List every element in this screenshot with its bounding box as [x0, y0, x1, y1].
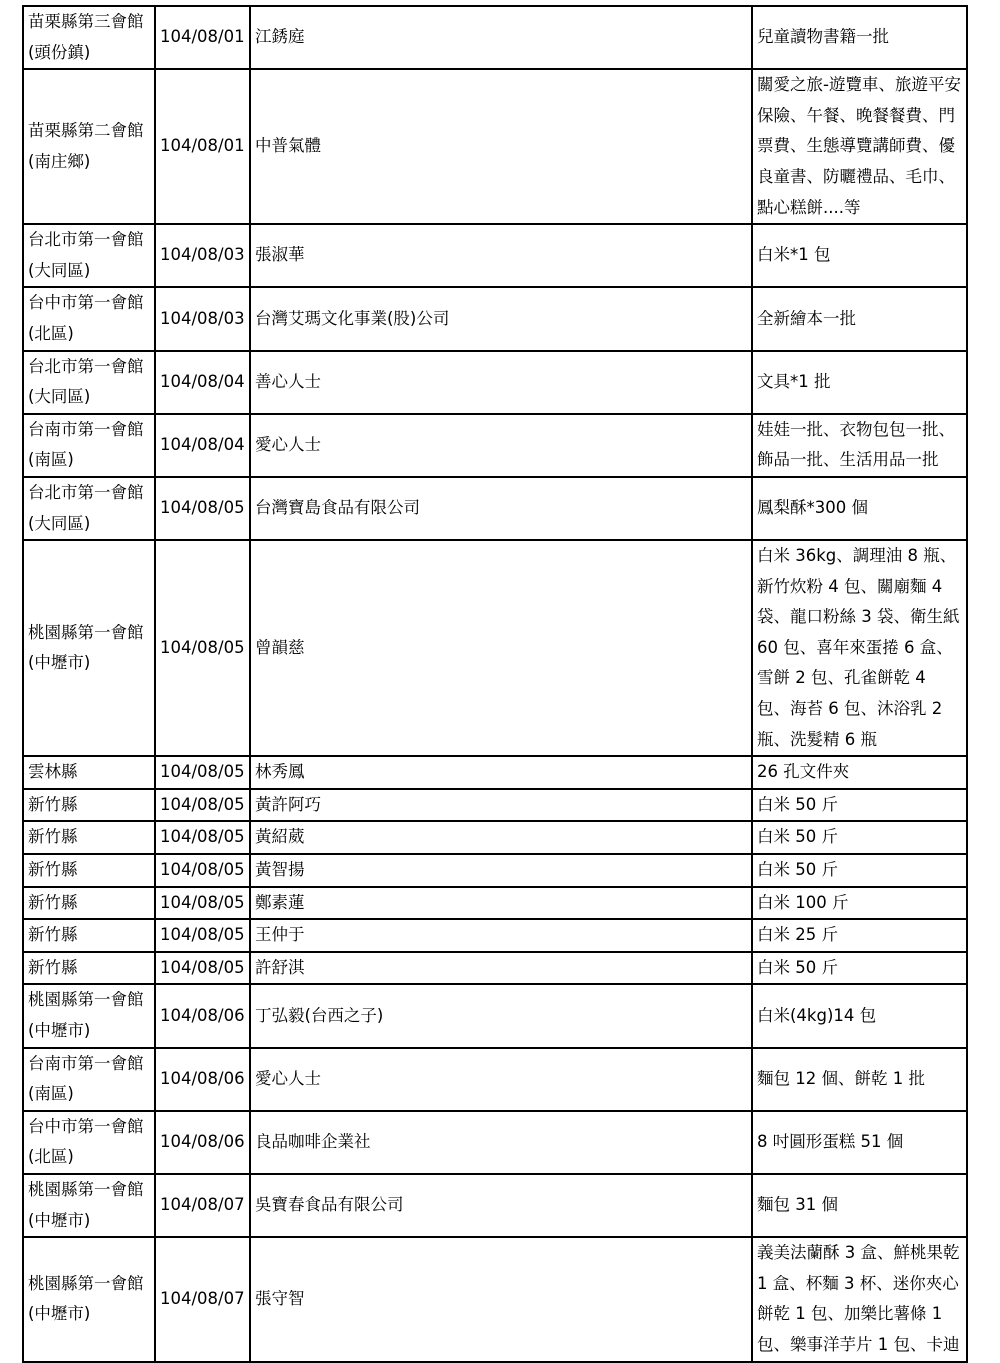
unit-cell: 苗栗縣第二會館 (南庄鄉) [23, 69, 155, 224]
table-row [23, 287, 967, 350]
table-row [23, 1111, 967, 1174]
unit-cell: 桃園縣第一會館 (中壢市) [23, 1237, 155, 1361]
date-cell: 104/08/05 [155, 854, 250, 887]
table-row [23, 351, 967, 414]
date-cell: 104/08/05 [155, 887, 250, 920]
item-cell: 娃娃一批、衣物包包一批、飾品一批、生活用品一批 [752, 414, 967, 477]
table-row [23, 6, 967, 69]
table-row [23, 919, 967, 952]
date-cell: 104/08/07 [155, 1174, 250, 1237]
item-cell: 白米(4kg)14 包 [752, 984, 967, 1047]
date-cell: 104/08/06 [155, 984, 250, 1047]
item-cell: 白米 50 斤 [752, 789, 967, 822]
table-row [23, 1174, 967, 1237]
unit-cell: 台南市第一會館 (南區) [23, 1048, 155, 1111]
item-cell: 兒童讀物書籍一批 [752, 6, 967, 69]
table-row [23, 540, 967, 756]
date-cell: 104/08/05 [155, 789, 250, 822]
donor-cell: 鄭素蓮 [250, 887, 752, 920]
donor-cell: 張淑華 [250, 224, 752, 287]
donation-table [22, 5, 968, 1363]
table-row [23, 887, 967, 920]
donor-cell: 愛心人士 [250, 1048, 752, 1111]
donor-cell: 吳寶春食品有限公司 [250, 1174, 752, 1237]
item-cell: 白米 36kg、調理油 8 瓶、新竹炊粉 4 包、關廟麵 4 袋、龍口粉絲 3 袋、衛生紙 60 包、喜年來蛋捲 6 盒、雪餅 2 包、孔雀餅乾 4 包、海苔 6 包、沐浴乳 2 瓶、洗髮精 6 瓶 [752, 540, 967, 756]
unit-cell: 台中市第一會館 (北區) [23, 287, 155, 350]
unit-cell: 新竹縣 [23, 919, 155, 952]
donor-cell: 林秀鳳 [250, 756, 752, 789]
unit-cell: 新竹縣 [23, 821, 155, 854]
table-row [23, 414, 967, 477]
date-cell: 104/08/04 [155, 351, 250, 414]
donor-cell: 曾韻慈 [250, 540, 752, 756]
unit-cell: 新竹縣 [23, 952, 155, 985]
table-row [23, 1048, 967, 1111]
table-row [23, 756, 967, 789]
unit-cell: 台北市第一會館 (大同區) [23, 351, 155, 414]
donor-cell: 愛心人士 [250, 414, 752, 477]
date-cell: 104/08/06 [155, 1048, 250, 1111]
unit-cell: 雲林縣 [23, 756, 155, 789]
date-cell: 104/08/05 [155, 919, 250, 952]
date-cell: 104/08/03 [155, 224, 250, 287]
item-cell: 白米 50 斤 [752, 854, 967, 887]
table-row [23, 952, 967, 985]
date-cell: 104/08/05 [155, 756, 250, 789]
item-cell: 白米*1 包 [752, 224, 967, 287]
date-cell: 104/08/07 [155, 1237, 250, 1361]
donor-cell: 良品咖啡企業社 [250, 1111, 752, 1174]
unit-cell: 台南市第一會館 (南區) [23, 414, 155, 477]
donor-cell: 黃許阿巧 [250, 789, 752, 822]
date-cell: 104/08/05 [155, 477, 250, 540]
donor-cell: 台灣艾瑪文化事業(股)公司 [250, 287, 752, 350]
date-cell: 104/08/05 [155, 952, 250, 985]
unit-cell: 桃園縣第一會館 (中壢市) [23, 984, 155, 1047]
donor-cell: 善心人士 [250, 351, 752, 414]
table-row [23, 821, 967, 854]
donor-cell: 江銹庭 [250, 6, 752, 69]
date-cell: 104/08/06 [155, 1111, 250, 1174]
table-row [23, 69, 967, 224]
item-cell: 麵包 12 個、餅乾 1 批 [752, 1048, 967, 1111]
donation-table-body [23, 6, 967, 1362]
item-cell: 8 吋圓形蛋糕 51 個 [752, 1111, 967, 1174]
date-cell: 104/08/01 [155, 6, 250, 69]
unit-cell: 台北市第一會館 (大同區) [23, 477, 155, 540]
item-cell: 文具*1 批 [752, 351, 967, 414]
table-row [23, 984, 967, 1047]
donor-cell: 張守智 [250, 1237, 752, 1361]
donor-cell: 黃紹葳 [250, 821, 752, 854]
unit-cell: 新竹縣 [23, 854, 155, 887]
table-row [23, 224, 967, 287]
item-cell: 麵包 31 個 [752, 1174, 967, 1237]
unit-cell: 台北市第一會館 (大同區) [23, 224, 155, 287]
unit-cell: 苗栗縣第三會館 (頭份鎮) [23, 6, 155, 69]
date-cell: 104/08/01 [155, 69, 250, 224]
unit-cell: 新竹縣 [23, 789, 155, 822]
item-cell: 26 孔文件夾 [752, 756, 967, 789]
donor-cell: 許舒淇 [250, 952, 752, 985]
unit-cell: 桃園縣第一會館 (中壢市) [23, 540, 155, 756]
donor-cell: 王仲于 [250, 919, 752, 952]
date-cell: 104/08/03 [155, 287, 250, 350]
date-cell: 104/08/04 [155, 414, 250, 477]
unit-cell: 新竹縣 [23, 887, 155, 920]
table-row [23, 789, 967, 822]
unit-cell: 桃園縣第一會館 (中壢市) [23, 1174, 155, 1237]
table-row [23, 854, 967, 887]
donor-cell: 中普氣體 [250, 69, 752, 224]
item-cell: 關愛之旅-遊覽車、旅遊平安保險、午餐、晚餐餐費、門票費、生態導覽講師費、優良童書、防曬禮品、毛巾、點心糕餅....等 [752, 69, 967, 224]
item-cell: 白米 50 斤 [752, 952, 967, 985]
item-cell: 鳳梨酥*300 個 [752, 477, 967, 540]
item-cell: 白米 100 斤 [752, 887, 967, 920]
date-cell: 104/08/05 [155, 540, 250, 756]
table-row [23, 477, 967, 540]
donor-cell: 丁弘毅(台西之子) [250, 984, 752, 1047]
item-cell: 白米 50 斤 [752, 821, 967, 854]
donor-cell: 台灣寶島食品有限公司 [250, 477, 752, 540]
date-cell: 104/08/05 [155, 821, 250, 854]
donor-cell: 黃智揚 [250, 854, 752, 887]
item-cell: 白米 25 斤 [752, 919, 967, 952]
unit-cell: 台中市第一會館 (北區) [23, 1111, 155, 1174]
table-row [23, 1237, 967, 1361]
item-cell: 義美法蘭酥 3 盒、鮮桃果乾 1 盒、杯麵 3 杯、迷你夾心餅乾 1 包、加樂比薯條 1 包、樂事洋芋片 1 包、卡迪 [752, 1237, 967, 1361]
item-cell: 全新繪本一批 [752, 287, 967, 350]
